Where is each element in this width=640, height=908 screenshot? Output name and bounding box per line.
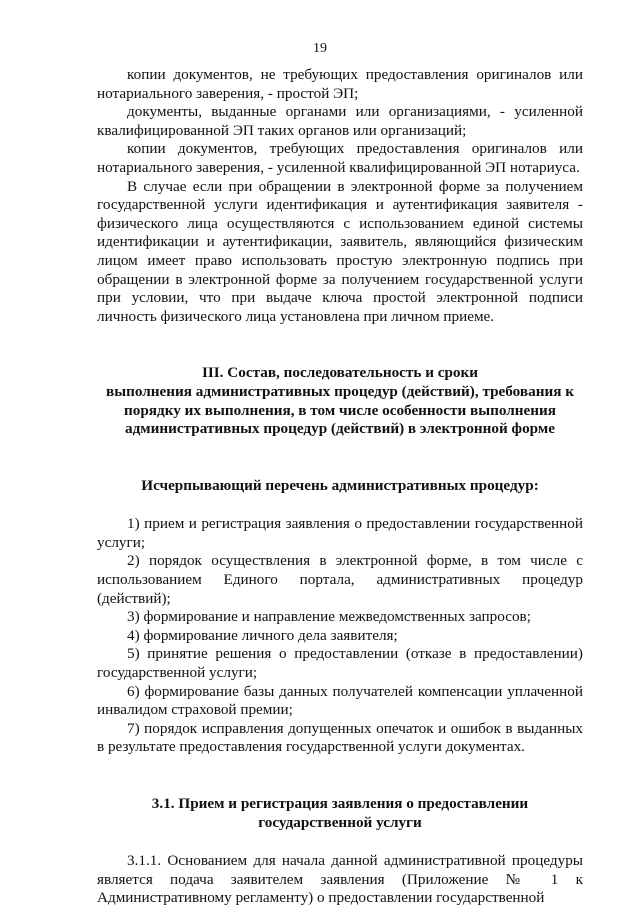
paragraph-organization-signature: документы, выданные органами или организациями, - усиленной квалифицированной ЭП таких органов или организаций; (97, 103, 583, 139)
spacer (97, 757, 583, 795)
spacer (97, 326, 583, 364)
procedures-heading: Исчерпывающий перечень административных процедур: (141, 476, 539, 494)
paragraph-identification: В случае если при обращении в электронной форме за получением государственной услуги идентификация и аутентификация заявителя - физического лица осуществляются с использованием единой системы идентификации и аутентификации, заявитель, являющийся физическим лицом имеет право использовать простую электронную подпись при обращении в электронной форме за получением государственной услуги при условии, что при выдаче ключа простой электронной подписи личность физического лица установлена при личном приеме. (97, 177, 583, 325)
paragraph-notary-signature: копии документов, требующих предоставления оригиналов или нотариального заверения, - усиленной квалифицированной ЭП нотариуса. (97, 140, 583, 176)
subsection-heading (97, 795, 583, 832)
list-item: 5) принятие решения о предоставлении (отказе в предоставлении) государственной услуги; (97, 645, 583, 682)
subsection-heading-line: государственной услуги (258, 813, 422, 831)
section-heading-line: выполнения административных процедур (действий), требования к (106, 382, 574, 400)
subsection-heading-line: 3.1. Прием и регистрация заявления о предоставлении (151, 795, 529, 812)
section-heading-line: административных процедур (действий) в электронной форме (125, 420, 555, 438)
section-heading-line: порядку их выполнения, в том числе особенности выполнения (124, 401, 556, 419)
list-item: 3) формирование и направление межведомственных запросов; (127, 608, 531, 626)
list-item: 6) формирование базы данных получателей компенсации уплаченной инвалидом страховой премии; (97, 682, 583, 719)
spacer (97, 832, 583, 852)
section-heading (97, 364, 583, 438)
list-item: 7) порядок исправления допущенных опечаток и ошибок в выданных в результате предоставления государственной услуги документах. (97, 719, 583, 756)
document-body (97, 66, 583, 908)
list-item: 1) прием и регистрация заявления о предоставлении государственной услуги; (97, 515, 583, 551)
procedures-list (97, 515, 583, 757)
spacer (97, 439, 583, 477)
list-item: 2) порядок осуществления в электронной форме, в том числе с использованием Единого портала, административных процедур (действий); (97, 552, 583, 607)
list-item: 4) формирование личного дела заявителя; (127, 626, 398, 644)
paragraph-procedure-basis: 3.1.1. Основанием для начала данной административной процедуры является подача заявителем заявления (Приложение № 1 к Административному регламенту) о предоставлении государственной (97, 852, 583, 907)
page-number: 19 (313, 41, 327, 56)
paragraph-simple-signature: копии документов, не требующих предоставления оригиналов или нотариального заверения, - простой ЭП; (97, 66, 583, 102)
section-heading-line: III. Состав, последовательность и сроки (201, 364, 479, 382)
spacer (97, 495, 583, 515)
